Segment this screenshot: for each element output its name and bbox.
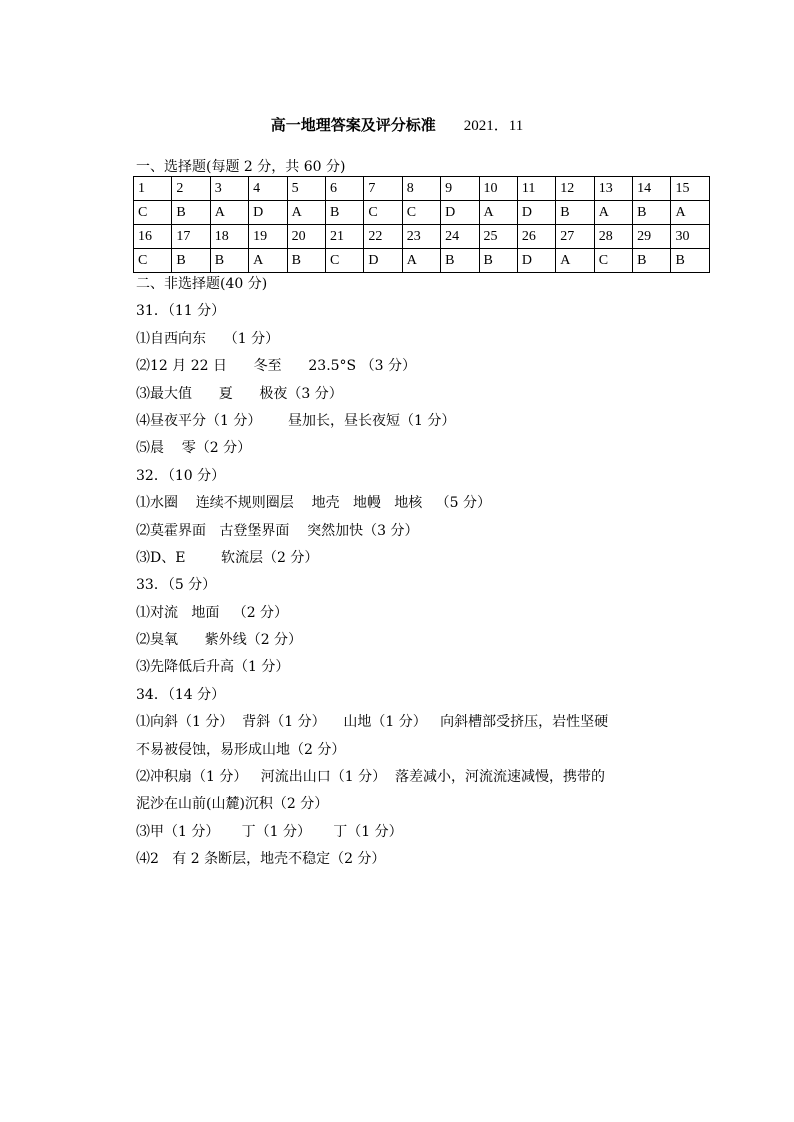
answer-cell: 20 xyxy=(287,225,325,249)
answer-cell: B xyxy=(210,249,248,273)
answer-cell: B xyxy=(325,201,363,225)
answer-cell: B xyxy=(633,201,671,225)
answer-line: ⑸晨 零（2 分） xyxy=(136,440,252,457)
answer-line: ⑷昼夜平分（1 分） 昼加长，昼长夜短（1 分） xyxy=(136,412,456,429)
answer-cell: A xyxy=(210,201,248,225)
answer-table-row xyxy=(134,249,710,273)
answer-cell: 13 xyxy=(594,177,632,201)
answer-cell: 2 xyxy=(172,177,210,201)
answer-cell: 6 xyxy=(325,177,363,201)
answer-cell: 26 xyxy=(517,225,555,249)
answer-cell: B xyxy=(671,249,709,273)
answer-cell: 5 xyxy=(287,177,325,201)
answer-cell: B xyxy=(287,249,325,273)
answer-cell: 24 xyxy=(441,225,479,249)
answer-line: ⑵冲积扇（1 分） 河流出山口（1 分） 落差减小，河流流速减慢，携带的 xyxy=(136,769,605,786)
answer-cell: D xyxy=(517,249,555,273)
answer-cell: B xyxy=(441,249,479,273)
answer-cell: C xyxy=(325,249,363,273)
answer-cell: B xyxy=(172,249,210,273)
page-title xyxy=(0,114,794,135)
answer-cell: 21 xyxy=(325,225,363,249)
answer-cell: 12 xyxy=(556,177,594,201)
answer-cell: 8 xyxy=(402,177,440,201)
answer-lines xyxy=(136,273,608,876)
date-text: 2021．11 xyxy=(463,118,524,134)
answer-cell: C xyxy=(594,249,632,273)
answer-cell: A xyxy=(287,201,325,225)
answer-line: 不易被侵蚀，易形成山地（2 分） xyxy=(136,741,346,758)
answer-table-row xyxy=(134,201,710,225)
answer-cell: 22 xyxy=(364,225,402,249)
answer-cell: A xyxy=(594,201,632,225)
answer-table xyxy=(133,176,710,273)
answer-cell: 19 xyxy=(249,225,287,249)
answer-cell: B xyxy=(633,249,671,273)
answer-line: ⑶先降低后升高（1 分） xyxy=(136,659,290,676)
answer-cell: 7 xyxy=(364,177,402,201)
answer-cell: 10 xyxy=(479,177,517,201)
answer-line: ⑶D、E 软流层（2 分） xyxy=(136,549,319,566)
answer-line: ⑴自西向东 （1 分） xyxy=(136,330,280,347)
answer-line: ⑴水圈 连续不规则圈层 地壳 地幔 地核 （5 分） xyxy=(136,495,492,512)
answer-line: 二、非选择题(40 分) xyxy=(136,276,268,292)
answer-cell: B xyxy=(556,201,594,225)
answer-line: 泥沙在山前(山麓)沉积（2 分） xyxy=(136,796,329,813)
answer-cell: 18 xyxy=(210,225,248,249)
title-text: 高一地理答案及评分标准 xyxy=(270,116,436,134)
answer-line: ⑵莫霍界面 古登堡界面 突然加快（3 分） xyxy=(136,522,419,539)
answer-cell: D xyxy=(517,201,555,225)
answer-cell: 29 xyxy=(633,225,671,249)
answer-line: ⑷2 有 2 条断层，地壳不稳定（2 分） xyxy=(136,851,386,868)
answer-cell: D xyxy=(364,249,402,273)
answer-line: 34．（14 分） xyxy=(136,686,226,703)
answer-cell: B xyxy=(172,201,210,225)
answer-line: ⑶甲（1 分） 丁（1 分） 丁（1 分） xyxy=(136,823,403,840)
answer-cell: 23 xyxy=(402,225,440,249)
answer-cell: C xyxy=(134,201,172,225)
answer-cell: 14 xyxy=(633,177,671,201)
answer-cell: 16 xyxy=(134,225,172,249)
answer-line: ⑴向斜（1 分） 背斜（1 分） 山地（1 分） 向斜槽部受挤压，岩性坚硬 xyxy=(136,714,609,731)
answer-cell: A xyxy=(249,249,287,273)
answer-cell: A xyxy=(671,201,709,225)
answer-cell: B xyxy=(479,249,517,273)
answer-cell: 9 xyxy=(441,177,479,201)
answer-line: 31．（11 分） xyxy=(136,303,226,320)
section1-heading: 一、选择题(每题 2 分，共 60 分) xyxy=(136,159,346,175)
answer-cell: 1 xyxy=(134,177,172,201)
answer-table-row xyxy=(134,177,710,201)
answer-line: ⑴对流 地面 （2 分） xyxy=(136,604,289,621)
answer-cell: 27 xyxy=(556,225,594,249)
answer-cell: 30 xyxy=(671,225,709,249)
answer-cell: 28 xyxy=(594,225,632,249)
answer-line: ⑵12 月 22 日 冬至 23.5°S （3 分） xyxy=(136,358,416,375)
answer-cell: C xyxy=(402,201,440,225)
answer-table-row xyxy=(134,225,710,249)
answer-line: ⑵臭氧 紫外线（2 分） xyxy=(136,632,303,649)
answer-cell: 15 xyxy=(671,177,709,201)
answer-cell: 17 xyxy=(172,225,210,249)
answer-line: 33．（5 分） xyxy=(136,577,217,594)
answer-cell: D xyxy=(441,201,479,225)
answer-cell: A xyxy=(556,249,594,273)
answer-cell: C xyxy=(134,249,172,273)
answer-line: ⑶最大值 夏 极夜（3 分） xyxy=(136,385,343,402)
answer-cell: A xyxy=(402,249,440,273)
answer-cell: D xyxy=(249,201,287,225)
answer-cell: 4 xyxy=(249,177,287,201)
answer-cell: 11 xyxy=(517,177,555,201)
answer-cell: C xyxy=(364,201,402,225)
answer-line: 32．（10 分） xyxy=(136,467,226,484)
answer-cell: 25 xyxy=(479,225,517,249)
answer-cell: 3 xyxy=(210,177,248,201)
answer-cell: A xyxy=(479,201,517,225)
